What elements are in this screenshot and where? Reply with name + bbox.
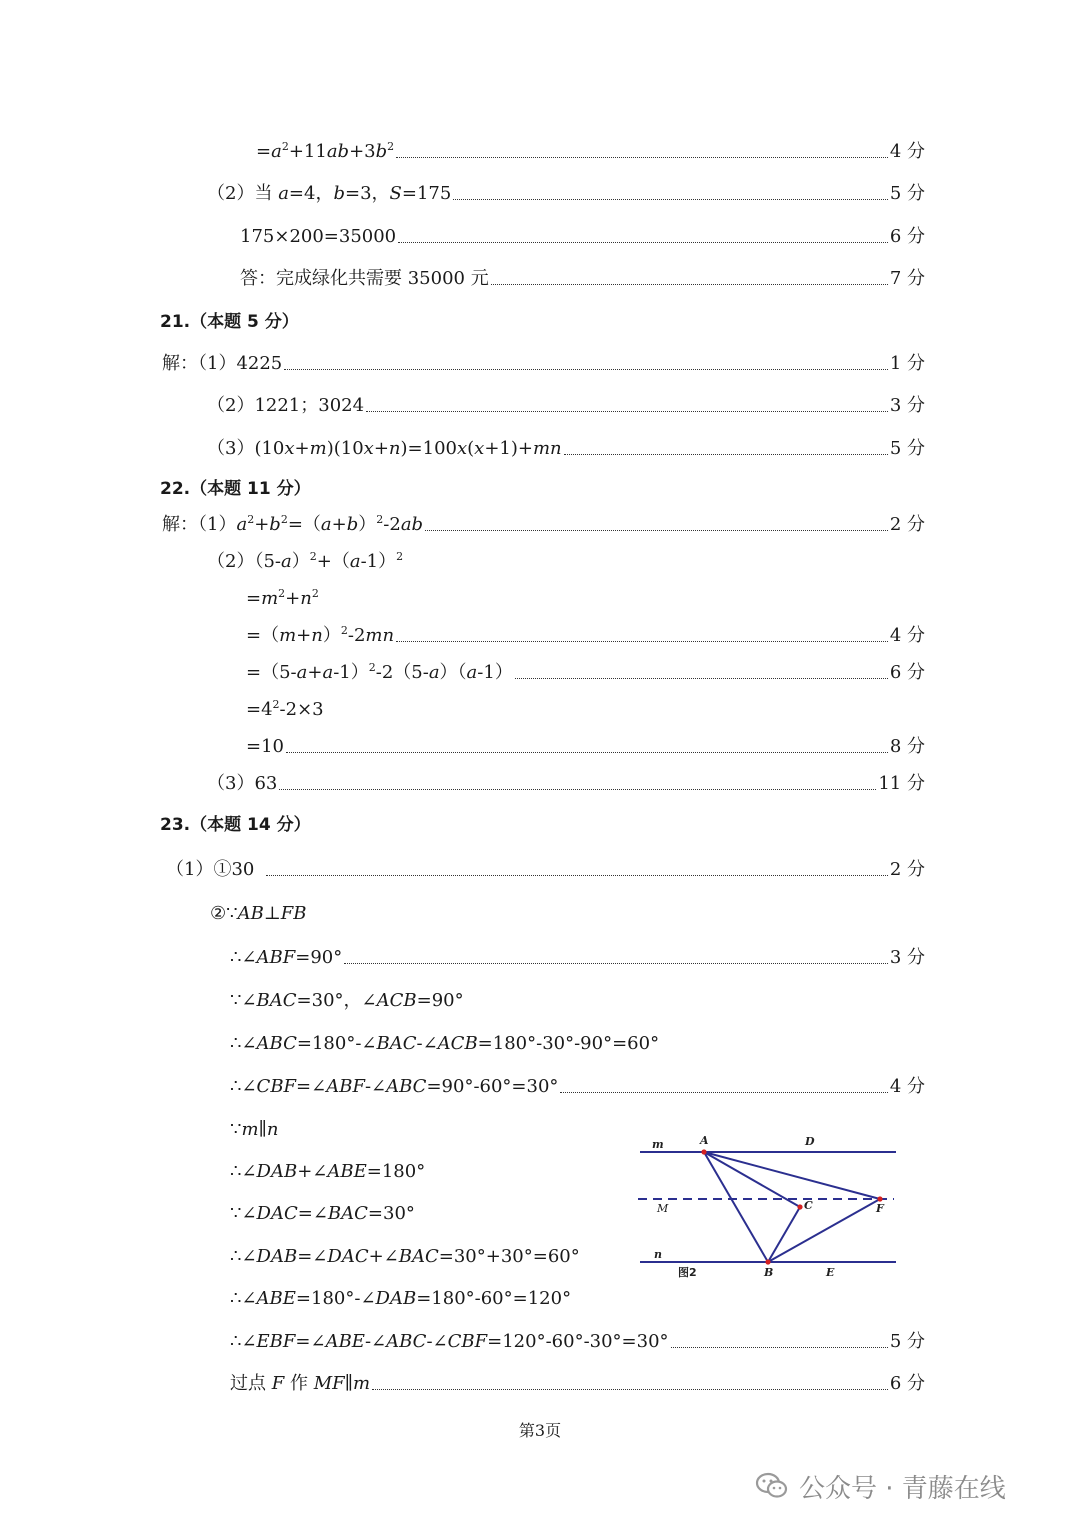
answer-line: 答：完成绿化共需要 35000 元 7 分 [240, 265, 925, 293]
answer-line: （1）①30 2 分 [166, 856, 925, 884]
watermark-text: 公众号 · 青藤在线 [799, 1473, 1006, 1504]
label-F: F [876, 1202, 884, 1215]
question-22-heading: 22.（本题 11 分） [160, 479, 311, 499]
answer-line: $=a^2+11ab+3b^2$ 4 分 [256, 138, 925, 166]
label-m: m [652, 1138, 664, 1151]
label-B: B [764, 1266, 774, 1279]
segment-AB [704, 1152, 768, 1262]
segment-BF [768, 1199, 880, 1262]
score: 5 分 [889, 183, 925, 204]
answer-line: ∵∠DAC=∠BAC=30° [230, 1203, 415, 1224]
score: 6 分 [889, 662, 925, 683]
answer-line: ∴∠ABE=180°-∠DAB=180°-60°=120° [230, 1288, 572, 1309]
answer-line: ∵m∥n [230, 1119, 279, 1140]
answer-line: ②∵AB⊥FB [210, 903, 307, 924]
point-A [701, 1149, 706, 1154]
label-E: E [826, 1266, 835, 1279]
answer-line: =10 8 分 [246, 733, 925, 761]
figure-caption: 图2 [678, 1266, 697, 1279]
point-C [797, 1204, 802, 1209]
answer-line: $=4^2-2\times 3$ [246, 698, 324, 720]
answer-line: ∴∠DAB+∠ABE=180° [230, 1161, 426, 1182]
answer-line: ∴∠EBF=∠ABE-∠ABC-∠CBF=120°-60°-30°=30° 5 分 [230, 1328, 925, 1356]
answer-line: $(2)(5-a)^2+(a-1)^2$ [207, 550, 404, 572]
score: 7 分 [889, 268, 925, 289]
answer-line: 过点 F 作 MF∥m 6 分 [230, 1370, 925, 1398]
watermark [755, 1466, 1006, 1506]
score: 4 分 [889, 1076, 925, 1097]
score: 4 分 [889, 141, 925, 162]
wechat-icon [755, 1471, 789, 1501]
answer-line: ∴∠CBF=∠ABF-∠ABC=90°-60°=30° 4 分 [230, 1073, 925, 1101]
score: 5 分 [889, 1331, 925, 1352]
label-C: C [804, 1199, 813, 1212]
answer-line: ∴∠ABC=180°-∠BAC-∠ACB=180°-30°-90°=60° [230, 1033, 660, 1054]
answer-line: ∴∠ABF=90° 3 分 [230, 944, 925, 972]
score: 8 分 [889, 736, 925, 757]
score: 4 分 [889, 625, 925, 646]
score: 2 分 [889, 859, 925, 880]
answer-line: 解：$(1)a^2+b^2=(a+b)^2-2ab$ 2 分 [162, 511, 925, 539]
page-number: 第3页 [518, 1421, 562, 1440]
score: 6 分 [889, 226, 925, 247]
label-A: A [700, 1134, 709, 1147]
answer-line: 175×200=35000 6 分 [240, 223, 925, 251]
point-F [877, 1196, 882, 1201]
answer-line: ∴∠DAB=∠DAC+∠BAC=30°+30°=60° [230, 1246, 580, 1267]
answer-line: ∵∠BAC=30°，∠ACB=90° [230, 990, 464, 1011]
answer-line: （2）当 a=4，b=3，S=175 5 分 [207, 180, 925, 208]
point-B [765, 1259, 770, 1264]
label-n: n [654, 1248, 662, 1261]
answer-line: $=(m+n)^2-2mn$ 4 分 [246, 622, 925, 650]
answer-line: （3）(10x+m)(10x+n)=100x(x+1)+mn 5 分 [207, 435, 925, 463]
answer-line: $=(5-a+a-1)^2-2(5-a)(a-1)$ 6 分 [246, 659, 925, 687]
score: 1 分 [889, 353, 925, 374]
answer-line: 解：（1）4225 1 分 [162, 350, 925, 378]
label-M: M [657, 1202, 669, 1215]
answer-line: （2）1221；3024 3 分 [207, 392, 925, 420]
segment-AF [704, 1152, 880, 1199]
score: 3 分 [889, 395, 925, 416]
geometry-figure [628, 1128, 908, 1288]
score: 5 分 [889, 438, 925, 459]
score: 2 分 [889, 514, 925, 535]
question-21-heading: 21.（本题 5 分） [160, 312, 299, 332]
answer-line: $=m^2+n^2$ [246, 587, 319, 609]
score: 3 分 [889, 947, 925, 968]
score: 6 分 [889, 1373, 925, 1394]
label-D: D [805, 1135, 815, 1148]
score: 11 分 [878, 773, 925, 794]
answer-line: （3）63 11 分 [207, 770, 925, 798]
question-23-heading: 23.（本题 14 分） [160, 815, 311, 835]
